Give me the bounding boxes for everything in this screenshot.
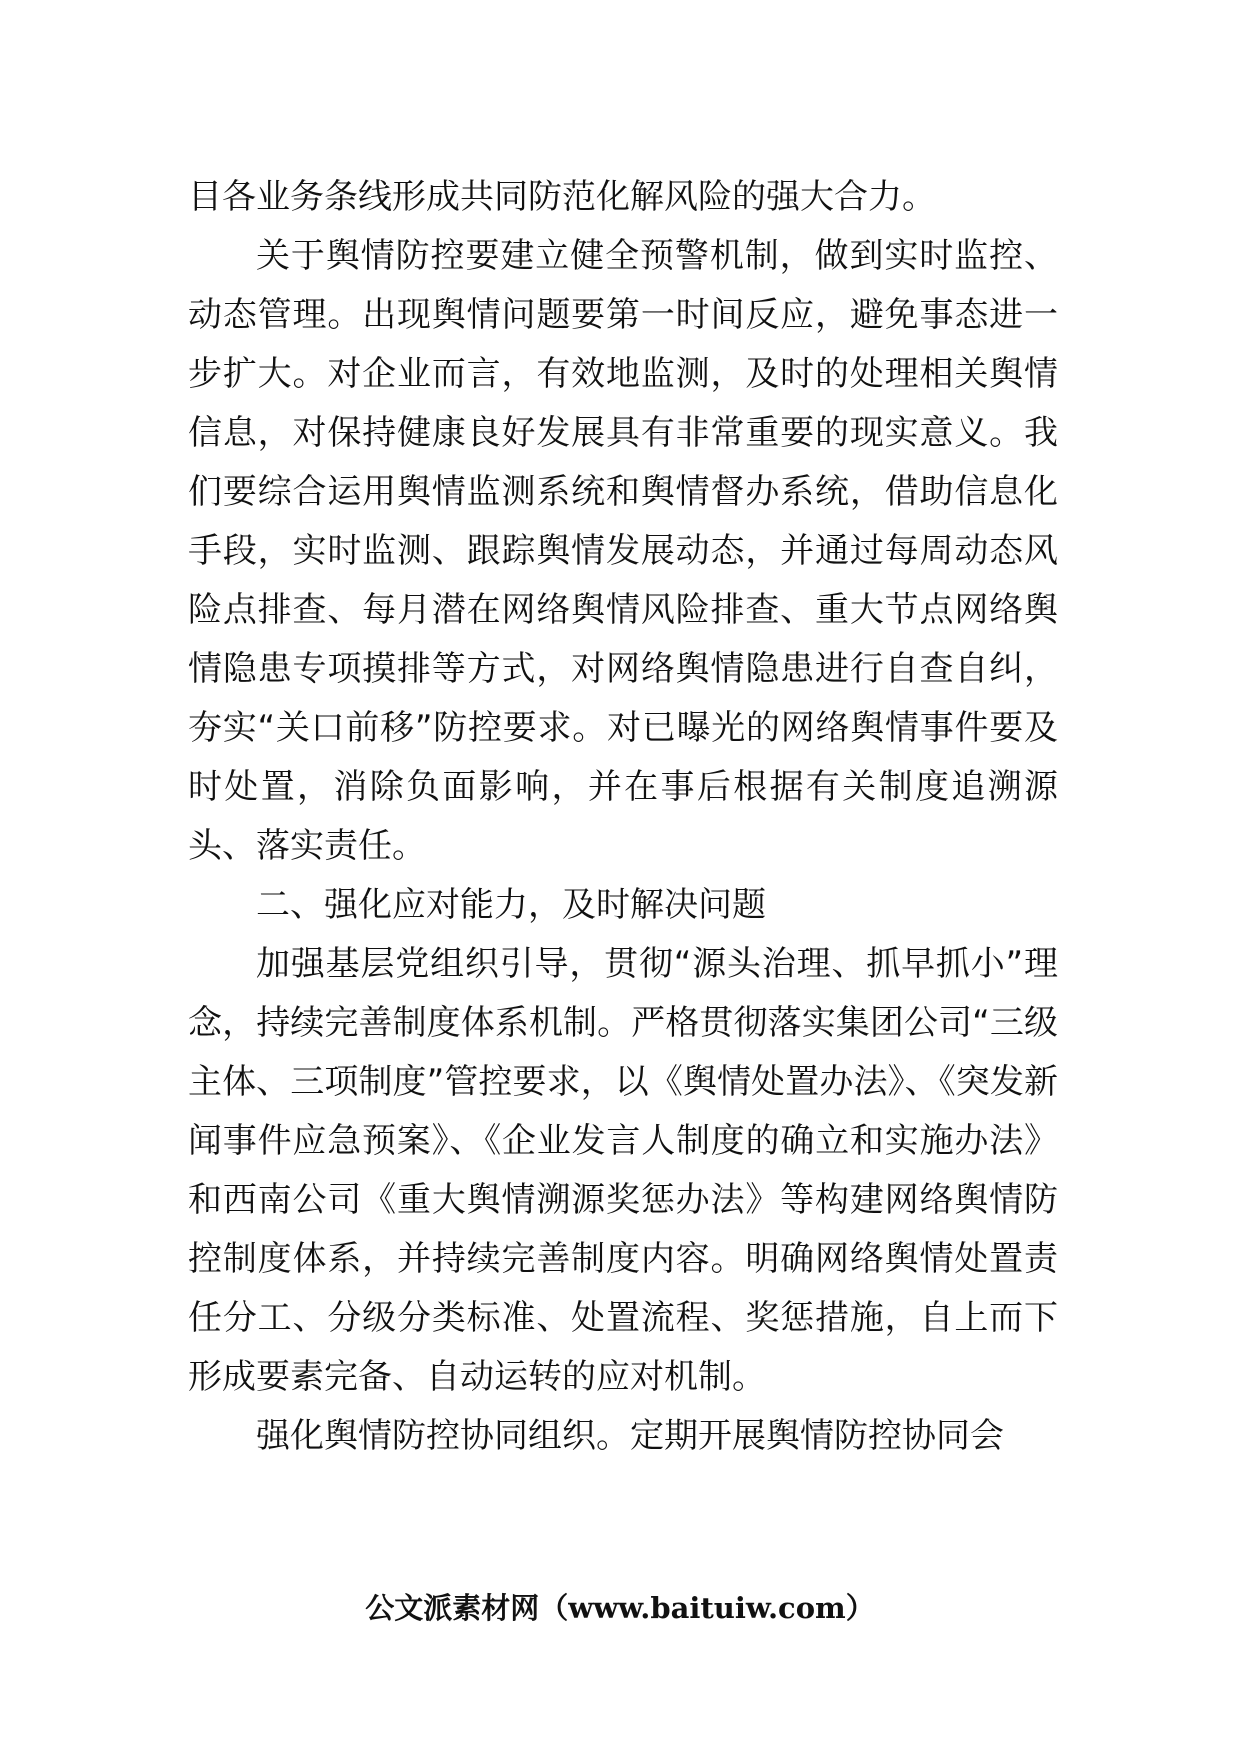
paragraph-continuation: 目各业务条线形成共同防范化解风险的强大合力。	[188, 177, 936, 217]
paragraph-opinion-monitoring: 关于舆情防控要建立健全预警机制，做到实时监控、动态管理。出现舆情问题要第一时间反应，避免事态进一步扩大。对企业而言，有效地监测，及时的处理相关舆情信息，对保持健康良好发展具有非常重要的现实意义。我们要综合运用舆情监测系统和舆情督办系统，借助信息化手段，实时监测、跟踪舆情发展动态，并通过每周动态风险点排查、每月潜在网络舆情风险排查、重大节点网络舆情隐患专项摸排等方式，对网络舆情隐患进行自查自纠，夯实“关口前移”防控要求。对已曝光的网络舆情事件要及时处置，消除负面影响，并在事后根据有关制度追溯源头、落实责任。	[188, 236, 1058, 866]
page-footer-watermark: 公文派素材网（www.baituiw.com）	[365, 1591, 875, 1625]
paragraph-system-building: 加强基层党组织引导，贯彻“源头治理、抓早抓小”理念，持续完善制度体系机制。严格贯彻落实集团公司“三级主体、三项制度”管控要求，以《舆情处置办法》、《突发新闻事件应急预案》、《企业发言人制度的确立和实施办法》和西南公司《重大舆情溯源奖惩办法》等构建网络舆情防控制度体系，并持续完善制度内容。明确网络舆情处置责任分工、分级分类标准、处置流程、奖惩措施，自上而下形成要素完备、自动运转的应对机制。	[188, 944, 1058, 1397]
document-body	[188, 168, 1058, 1466]
section-heading: 二、强化应对能力，及时解决问题	[256, 885, 766, 925]
paragraph-coordination: 强化舆情防控协同组织。定期开展舆情防控协同会	[256, 1416, 1004, 1456]
